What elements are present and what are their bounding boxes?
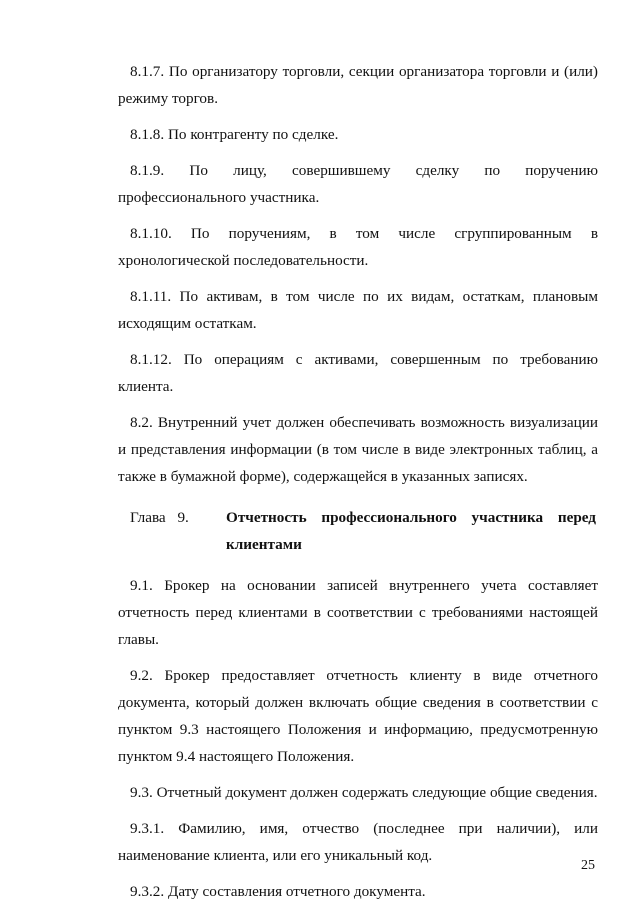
chapter-label: Глава 9. — [130, 509, 189, 526]
paragraph-9-2: 9.2. Брокер предоставляет отчетность клиенту в виде отчетного документа, который должен включать общие сведения в соответствии с пунктом 9.3 настоящего Положения и информацию, предусмотренную пунктом 9.4 настоящего Положения. — [118, 667, 598, 765]
spacer — [118, 653, 598, 662]
document-body — [118, 58, 598, 905]
chapter-title — [226, 504, 598, 558]
paragraph-8-1-8: 8.1.8. По контрагенту по сделке. — [130, 126, 339, 143]
chapter-title-line-2: клиентами — [226, 536, 302, 553]
chapter-title-line-1: Отчетность профессионального участника перед — [226, 509, 596, 526]
spacer — [118, 274, 598, 283]
spacer — [118, 148, 598, 157]
page-number: 25 — [581, 858, 595, 873]
spacer — [118, 806, 598, 815]
paragraph-8-1-12: 8.1.12. По операциям с активами, совершенным по требованию клиента. — [118, 351, 598, 395]
paragraph-9-3: 9.3. Отчетный документ должен содержать следующие общие сведения. — [130, 784, 598, 801]
paragraph-9-3-1: 9.3.1. Фамилию, имя, отчество (последнее при наличии), или наименование клиента, или его уникальный код. — [118, 820, 598, 864]
paragraph-9-3-2: 9.3.2. Дату составления отчетного документа. — [130, 883, 426, 900]
spacer — [118, 400, 598, 409]
paragraph-8-1-9: 8.1.9. По лицу, совершившему сделку по поручению профессионального участника. — [118, 162, 598, 206]
paragraph-8-1-7: 8.1.7. По организатору торговли, секции организатора торговли и (или) режиму торгов. — [118, 63, 598, 107]
spacer — [118, 869, 598, 878]
paragraph-8-1-10: 8.1.10. По поручениям, в том числе сгруппированным в хронологической последовательности. — [118, 225, 598, 269]
spacer — [118, 112, 598, 121]
chapter-heading — [118, 504, 598, 558]
paragraph-9-1: 9.1. Брокер на основании записей внутреннего учета составляет отчетность перед клиентами в соответствии с требованиями настоящей главы. — [118, 577, 598, 648]
spacer — [118, 211, 598, 220]
spacer — [118, 770, 598, 779]
spacer — [118, 337, 598, 346]
paragraph-8-2: 8.2. Внутренний учет должен обеспечивать возможность визуализации и представления информации (в том числе в виде электронных таблиц, а также в бумажной форме), содержащейся в указанных записях. — [118, 414, 598, 485]
paragraph-8-1-11: 8.1.11. По активам, в том числе по их видам, остаткам, плановым исходящим остаткам. — [118, 288, 598, 332]
